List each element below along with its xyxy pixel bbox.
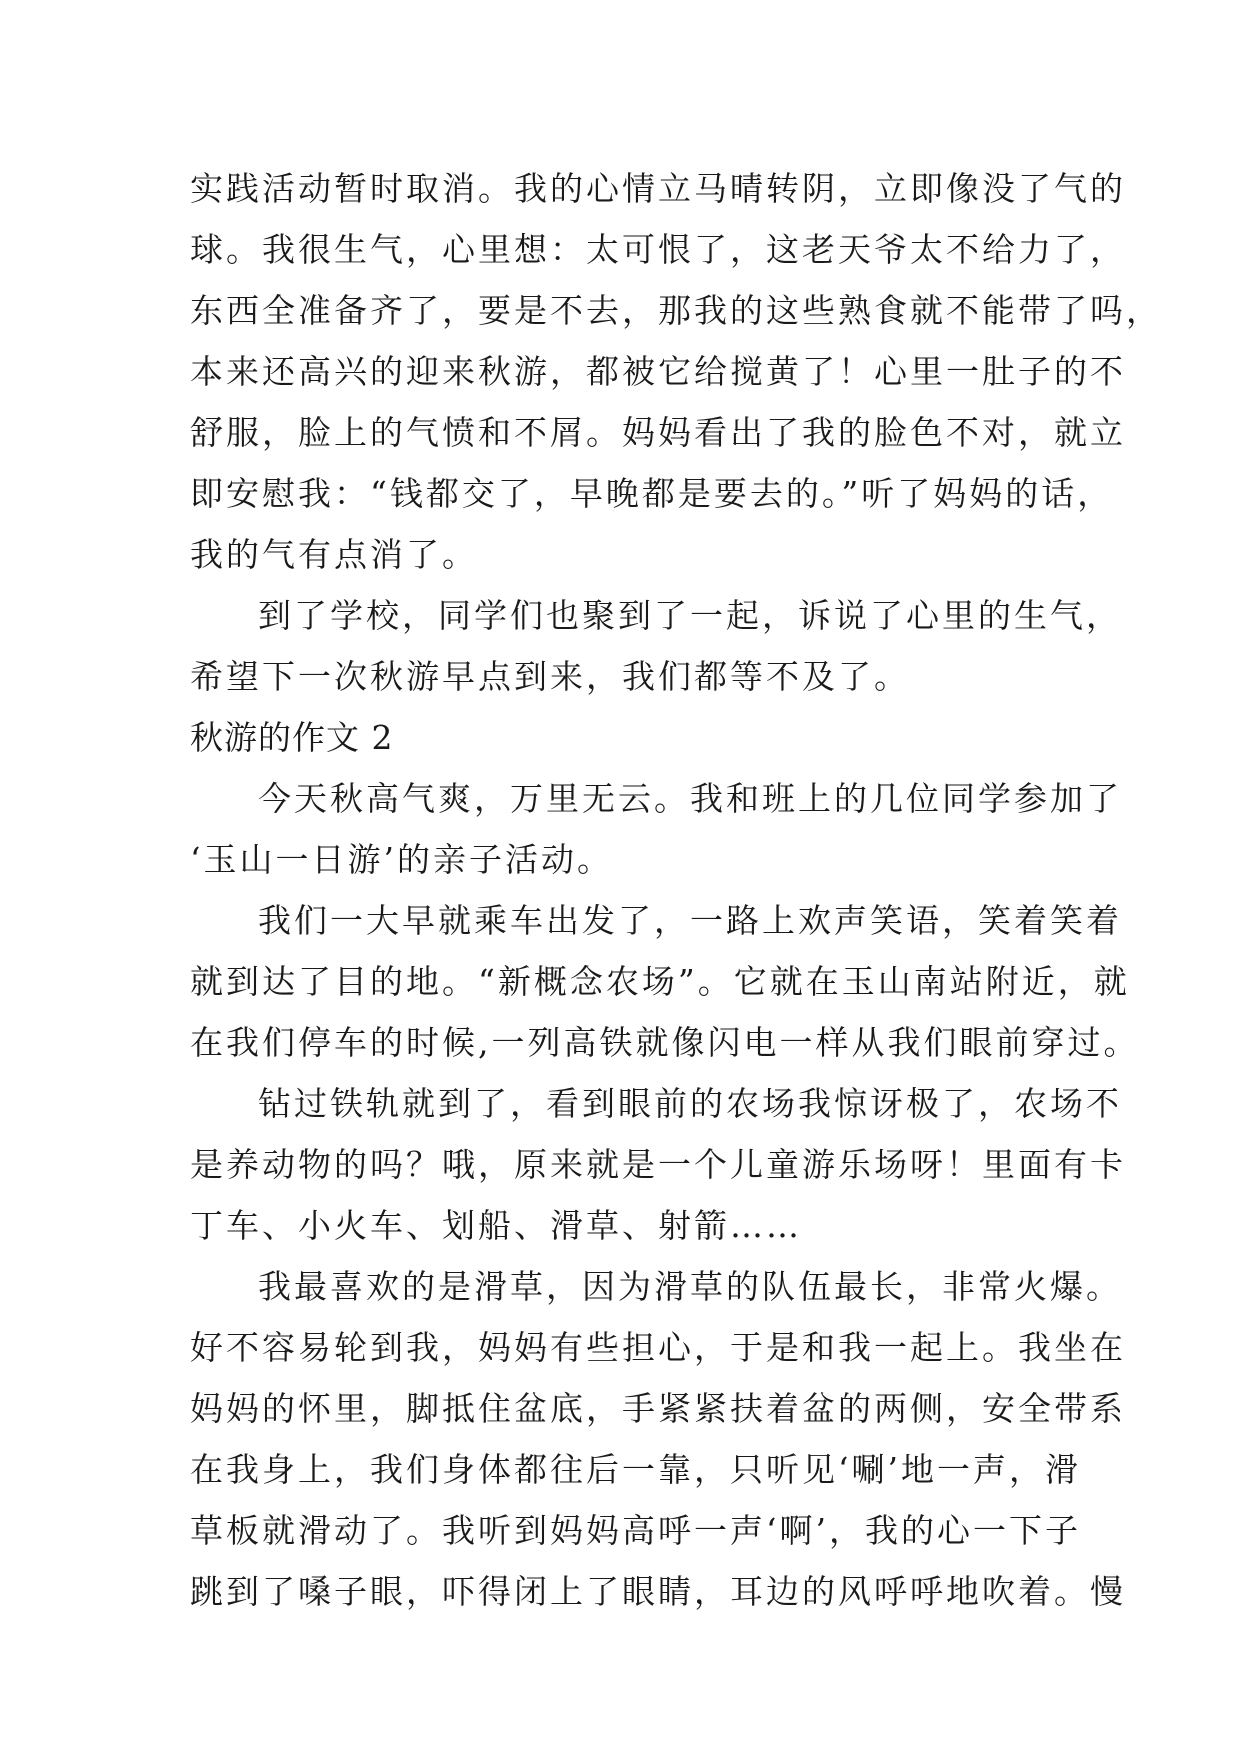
paragraph-start-line: 我最喜欢的是滑草，因为滑草的队伍最长，非常火爆。	[258, 1267, 1122, 1306]
text-line: ‘玉山一日游’的亲子活动。	[190, 840, 613, 879]
text-line: 是养动物的吗？哦，原来就是一个儿童游乐场呀！里面有卡	[190, 1145, 1126, 1184]
text-line: 好不容易轮到我，妈妈有些担心，于是和我一起上。我坐在	[190, 1328, 1126, 1367]
paragraph-start-line: 今天秋高气爽，万里无云。我和班上的几位同学参加了	[258, 779, 1122, 818]
text-line: 丁车、小火车、划船、滑草、射箭……	[190, 1206, 802, 1245]
text-line: 妈妈的怀里，脚抵住盆底，手紧紧扶着盆的两侧，安全带系	[190, 1389, 1126, 1428]
text-line: 舒服，脸上的气愤和不屑。妈妈看出了我的脸色不对，就立	[190, 413, 1126, 452]
text-line: 跳到了嗓子眼，吓得闭上了眼睛，耳边的风呼呼地吹着。慢	[190, 1572, 1126, 1611]
paragraph-start-line: 钻过铁轨就到了，看到眼前的农场我惊讶极了，农场不	[258, 1084, 1122, 1123]
section-heading: 秋游的作文 2	[190, 718, 394, 757]
text-line: 我的气有点消了。	[190, 535, 478, 574]
paragraph-start-line: 我们一大早就乘车出发了，一路上欢声笑语，笑着笑着	[258, 901, 1122, 940]
text-line: 就到达了目的地。“新概念农场”。它就在玉山南站附近，就	[190, 962, 1130, 1001]
text-line: 东西全准备齐了，要是不去，那我的这些熟食就不能带了吗，	[190, 291, 1162, 330]
text-line: 草板就滑动了。我听到妈妈高呼一声‘啊’，我的心一下子	[190, 1511, 1081, 1550]
text-line: 球。我很生气，心里想：太可恨了，这老天爷太不给力了，	[190, 230, 1126, 269]
text-line: 实践活动暂时取消。我的心情立马晴转阴，立即像没了气的	[190, 169, 1126, 208]
essay-text	[190, 158, 1162, 1622]
text-line: 本来还高兴的迎来秋游，都被它给搅黄了！心里一肚子的不	[190, 352, 1126, 391]
text-line: 在我们停车的时候,一列高铁就像闪电一样从我们眼前穿过。	[190, 1023, 1140, 1062]
text-line: 希望下一次秋游早点到来，我们都等不及了。	[190, 657, 910, 696]
paragraph-start-line: 到了学校，同学们也聚到了一起，诉说了心里的生气，	[258, 596, 1122, 635]
text-line: 在我身上，我们身体都往后一靠，只听见‘唰’地一声，滑	[190, 1450, 1081, 1489]
text-line: 即安慰我：“钱都交了，早晚都是要去的。”听了妈妈的话，	[190, 474, 1114, 513]
